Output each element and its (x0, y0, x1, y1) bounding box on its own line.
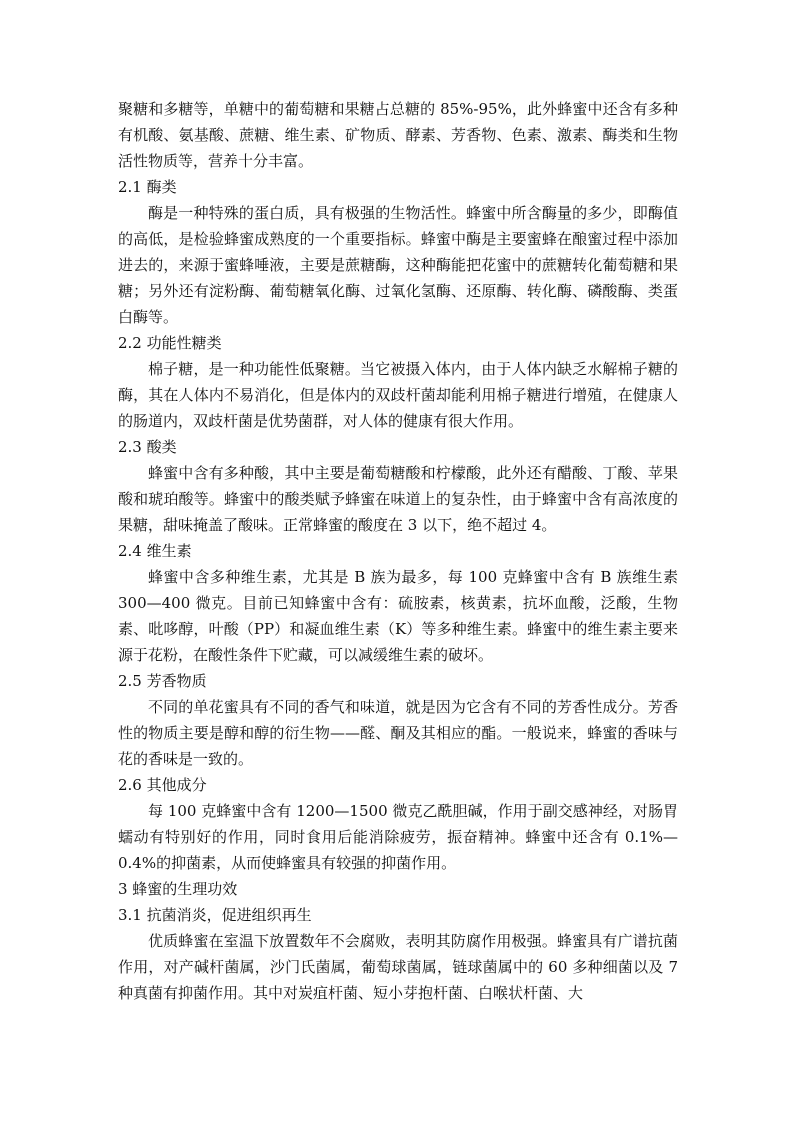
paragraph-vitamins: 蜂蜜中含多种维生素，尤其是 B 族为最多，每 100 克蜂蜜中含有 B 族维生素 300—400 微克。目前已知蜂蜜中含有：硫胺素，核黄素，抗坏血酸，泛酸，生物素、吡哆醇，叶酸（PP）和凝血维生素（K）等多种维生素。蜂蜜中的维生素主要来源于花粉，在酸性条件下贮藏，可以减缓维生素的破坏。 (118, 568, 678, 664)
section-heading-2-3: 2.3 酸类 (118, 438, 177, 456)
paragraph-other-components: 每 100 克蜂蜜中含有 1200—1500 微克乙酰胆碱，作用于副交感神经，对肠胃蠕动有特别好的作用，同时食用后能消除疲劳，振奋精神。蜂蜜中还含有 0.1%—0.4%的抑菌素，从而使蜂蜜具有较强的抑菌作用。 (118, 802, 678, 872)
section-heading-2-2: 2.2 功能性糖类 (118, 334, 222, 352)
section-heading-2-5: 2.5 芳香物质 (118, 672, 207, 690)
section-heading-3-1: 3.1 抗菌消炎，促进组织再生 (118, 906, 312, 924)
paragraph-acids: 蜂蜜中含有多种酸，其中主要是葡萄糖酸和柠檬酸，此外还有醋酸、丁酸、苹果酸和琥珀酸等。蜂蜜中的酸类赋予蜂蜜在味道上的复杂性，由于蜂蜜中含有高浓度的果糖，甜味掩盖了酸味。正常蜂蜜的酸度在 3 以下，绝不超过 4。 (118, 464, 678, 534)
section-heading-3: 3 蜂蜜的生理功效 (118, 880, 238, 898)
paragraph-aromatics: 不同的单花蜜具有不同的香气和味道，就是因为它含有不同的芳香性成分。芳香性的物质主要是醇和醇的衍生物——醛、酮及其相应的酯。一般说来，蜂蜜的香味与花的香味是一致的。 (118, 698, 678, 768)
paragraph-sugars-continued: 聚糖和多糖等，单糖中的葡萄糖和果糖占总糖的 85%-95%，此外蜂蜜中还含有多种有机酸、氨基酸、蔗糖、维生素、矿物质、酵素、芳香物、色素、激素、酶类和生物活性物质等，营养十分丰富。 (118, 100, 678, 170)
section-heading-2-6: 2.6 其他成分 (118, 776, 207, 794)
paragraph-antibacterial: 优质蜂蜜在室温下放置数年不会腐败，表明其防腐作用极强。蜂蜜具有广谱抗菌作用，对产碱杆菌属，沙门氏菌属，葡萄球菌属，链球菌属中的 60 多种细菌以及 7 种真菌有抑菌作用。其中对炭疽杆菌、短小芽抱杆菌、白喉状杆菌、大 (118, 932, 678, 1002)
document-page (118, 96, 678, 1006)
section-heading-2-1: 2.1 酶类 (118, 178, 177, 196)
paragraph-functional-sugars: 棉子糖，是一种功能性低聚糖。当它被摄入体内，由于人体内缺乏水解棉子糖的酶，其在人体内不易消化，但是体内的双歧杆菌却能利用棉子糖进行增殖，在健康人的肠道内，双歧杆菌是优势菌群，对人体的健康有很大作用。 (118, 360, 678, 430)
section-heading-2-4: 2.4 维生素 (118, 542, 192, 560)
paragraph-enzymes: 酶是一种特殊的蛋白质，具有极强的生物活性。蜂蜜中所含酶量的多少，即酶值的高低，是检验蜂蜜成熟度的一个重要指标。蜂蜜中酶是主要蜜蜂在酿蜜过程中添加进去的，来源于蜜蜂唾液，主要是蔗糖酶，这种酶能把花蜜中的蔗糖转化葡萄糖和果糖；另外还有淀粉酶、葡萄糖氧化酶、过氧化氢酶、还原酶、转化酶、磷酸酶、类蛋白酶等。 (118, 204, 678, 326)
